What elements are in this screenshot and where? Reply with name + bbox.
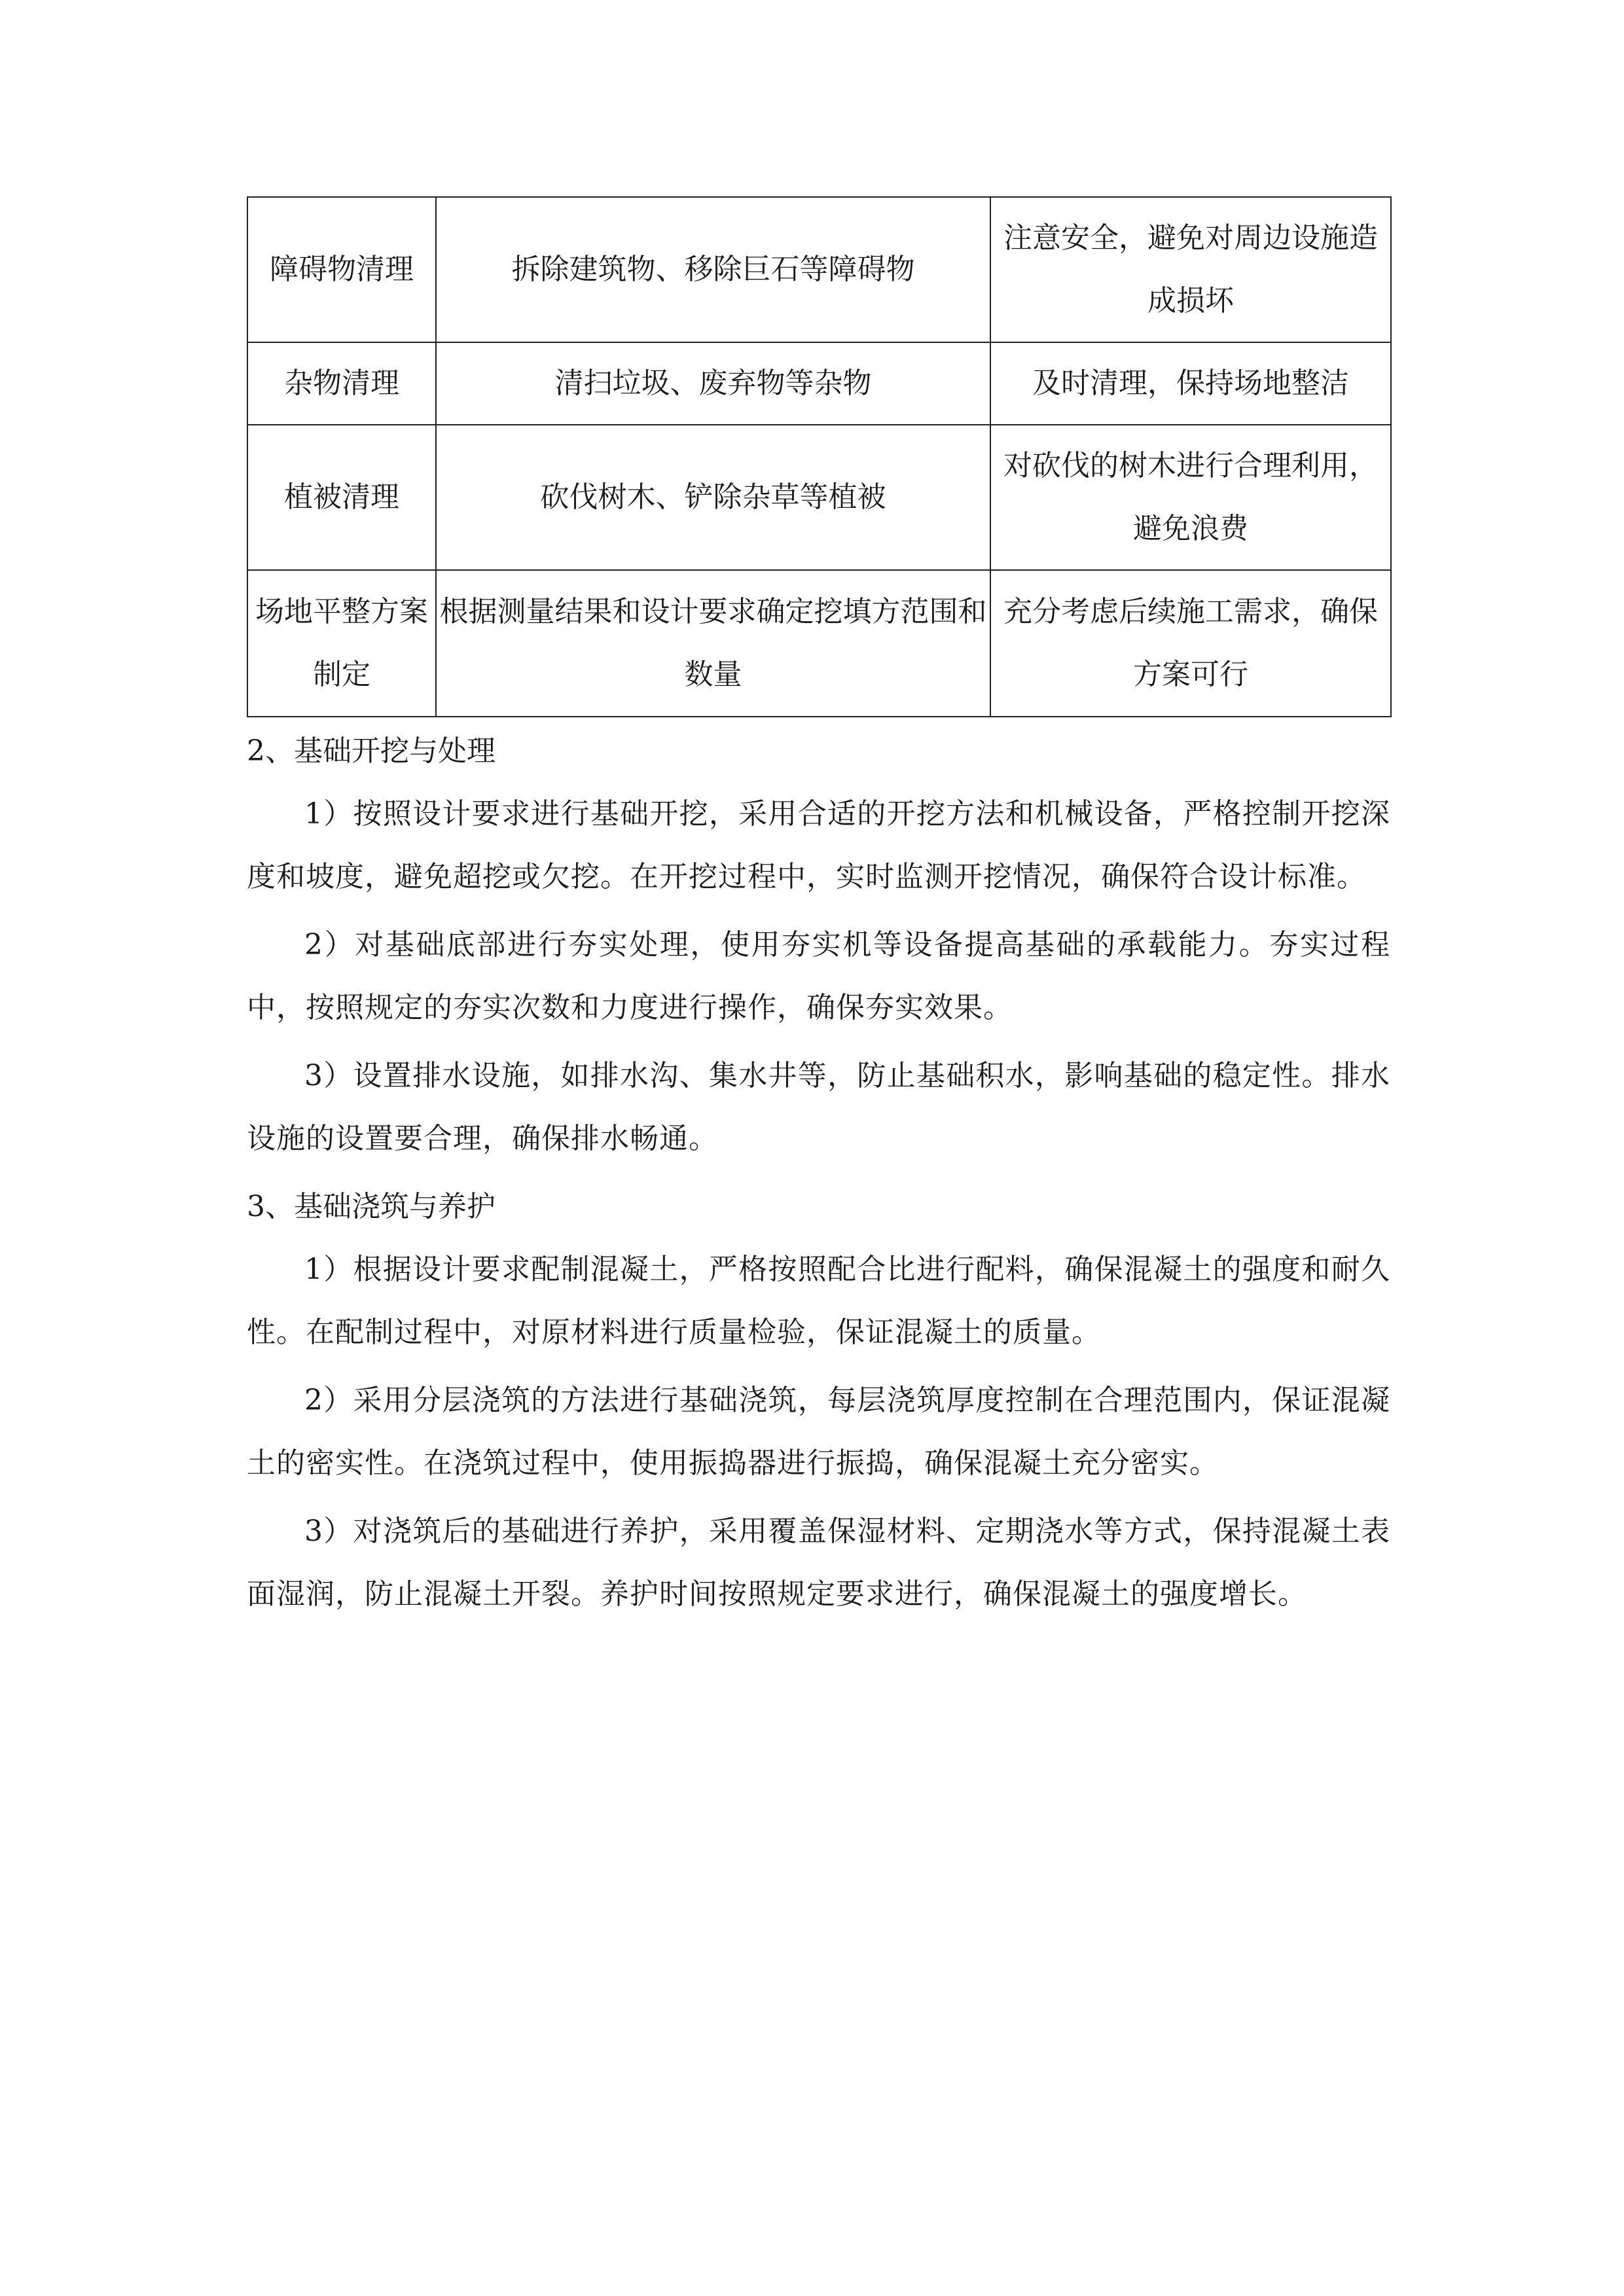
table-row [247,570,1391,717]
section-2-title: 2、基础开挖与处理 [247,734,496,768]
table-cell-note: 注意安全，避免对周边设施造成损坏 [990,197,1391,342]
table-cell-note: 对砍伐的树木进行合理利用，避免浪费 [990,425,1391,570]
table-row [247,342,1391,425]
table-cell-item: 植被清理 [247,425,436,570]
table-cell-content: 拆除建筑物、移除巨石等障碍物 [436,197,990,342]
section-2-paragraph-1: 1）按照设计要求进行基础开挖，采用合适的开挖方法和机械设备，严格控制开挖深度和坡度，避免超挖或欠挖。在开挖过程中，实时监测开挖情况，确保符合设计标准。 [247,797,1390,893]
table-cell-item: 杂物清理 [247,342,436,425]
table-cell-content: 根据测量结果和设计要求确定挖填方范围和数量 [436,570,990,717]
table-cell-content: 清扫垃圾、废弃物等杂物 [436,342,990,425]
table-cell-item: 障碍物清理 [247,197,436,342]
section-3-paragraph-2: 2）采用分层浇筑的方法进行基础浇筑，每层浇筑厚度控制在合理范围内，保证混凝土的密实性。在浇筑过程中，使用振捣器进行振捣，确保混凝土充分密实。 [247,1384,1390,1480]
section-3-title: 3、基础浇筑与养护 [247,1190,496,1223]
table-cell-note: 及时清理，保持场地整洁 [990,342,1391,425]
section-2-paragraph-3: 3）设置排水设施，如排水沟、集水井等，防止基础积水，影响基础的稳定性。排水设施的设置要合理，确保排水畅通。 [247,1059,1390,1155]
table-row [247,425,1391,570]
table-cell-note: 充分考虑后续施工需求，确保方案可行 [990,570,1391,717]
document-page [247,196,1390,1631]
site-clearing-table [247,196,1392,717]
table-row [247,197,1391,342]
section-3-paragraph-1: 1）根据设计要求配制混凝土，严格按照配合比进行配料，确保混凝土的强度和耐久性。在配制过程中，对原材料进行质量检验，保证混凝土的质量。 [247,1253,1390,1349]
section-3-paragraph-3: 3）对浇筑后的基础进行养护，采用覆盖保湿材料、定期浇水等方式，保持混凝土表面湿润，防止混凝土开裂。养护时间按照规定要求进行，确保混凝土的强度增长。 [247,1515,1390,1611]
table-cell-item: 场地平整方案制定 [247,570,436,717]
table-cell-content: 砍伐树木、铲除杂草等植被 [436,425,990,570]
section-2-paragraph-2: 2）对基础底部进行夯实处理，使用夯实机等设备提高基础的承载能力。夯实过程中，按照规定的夯实次数和力度进行操作，确保夯实效果。 [247,928,1390,1024]
